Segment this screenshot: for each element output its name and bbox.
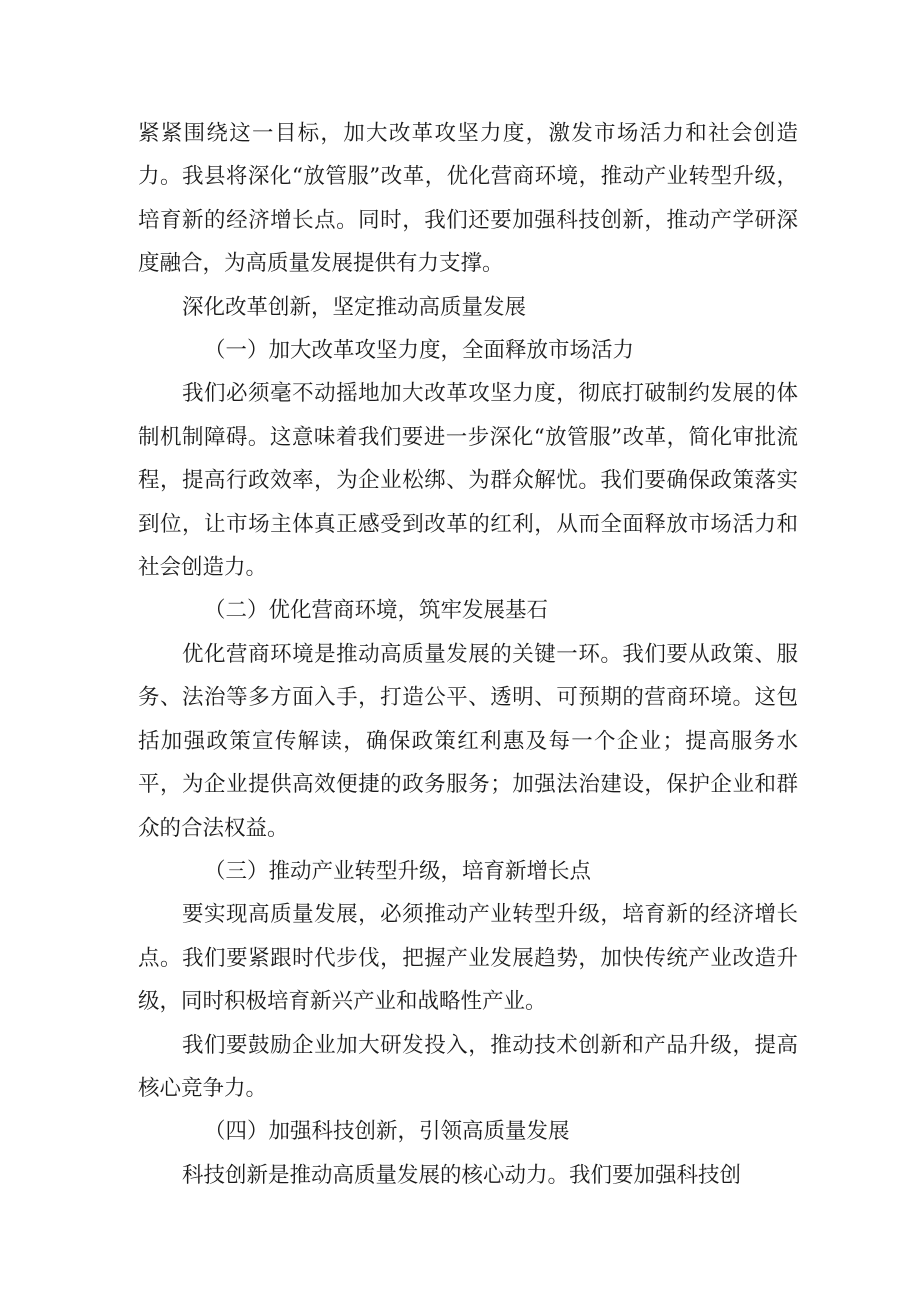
paragraph-intro: 紧紧围绕这一目标，加大改革攻坚力度，激发市场活力和社会创造力。我县将深化“放管服”改革，优化营商环境，推动产业转型升级，培育新的经济增长点。同时，我们还要加强科技创新，推动产学研深度融合，为高质量发展提供有力支撑。 (138, 121, 798, 277)
subheading-4: （四）加强科技创新，引领高质量发展 (204, 1119, 570, 1145)
paragraph-2: 优化营商环境是推动高质量发展的关键一环。我们要从政策、服务、法治等多方面入手，打造公平、透明、可预期的营商环境。这包括加强政策宣传解读，确保政策红利惠及每一个企业；提高服务水平，为企业提供高效便捷的政务服务；加强法治建设，保护企业和群众的合法权益。 (138, 641, 798, 841)
paragraph-5: 科技创新是推动高质量发展的核心动力。我们要加强科技创 (182, 1162, 742, 1188)
section-heading: 深化改革创新，坚定推动高质量发展 (182, 294, 527, 320)
document-body (138, 112, 798, 1197)
paragraph-3: 要实现高质量发展，必须推动产业转型升级，培育新的经济增长点。我们要紧跟时代步伐，把握产业发展趋势，加快传统产业改造升级，同时积极培育新兴产业和战略性产业。 (138, 902, 798, 1015)
paragraph-4: 我们要鼓励企业加大研发投入，推动技术创新和产品升级，提高核心竞争力。 (138, 1032, 798, 1101)
subheading-1: （一）加大改革攻坚力度，全面释放市场活力 (204, 338, 635, 364)
subheading-3: （三）推动产业转型升级，培育新增长点 (204, 858, 592, 884)
subheading-2: （二）优化营商环境，筑牢发展基石 (204, 598, 549, 624)
paragraph-1: 我们必须毫不动摇地加大改革攻坚力度，彻底打破制约发展的体制机制障碍。这意味着我们要进一步深化“放管服”改革，简化审批流程，提高行政效率，为企业松绑、为群众解忧。我们要确保政策落实到位，让市场主体真正感受到改革的红利，从而全面释放市场活力和社会创造力。 (138, 381, 798, 581)
